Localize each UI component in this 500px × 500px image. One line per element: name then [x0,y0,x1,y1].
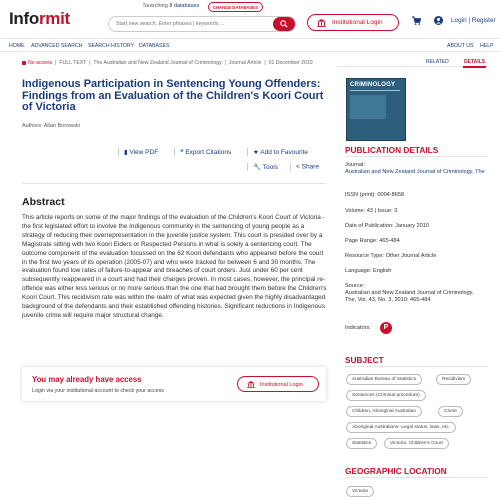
wrench-icon: 🔧 [253,164,262,171]
article-type: Journal Article [228,60,262,66]
detail-issn [345,192,485,199]
quote-icon: ❝ [180,149,184,156]
access-box [22,367,326,401]
issue-value: 3 [394,208,398,214]
nav-home[interactable]: HOME [9,43,25,49]
journal-label: Journal: [345,162,365,168]
view-pdf-button[interactable] [118,148,158,156]
logo-accent: rmit [38,9,70,28]
resource-label: Resource Type: [345,253,385,259]
detail-source [345,283,485,305]
authors-label: Authors: [22,123,43,129]
resource-value: Other Journal Article [385,253,437,259]
subject-chip[interactable]: Victoria. Children's Court [384,438,449,449]
databases-count: 8 databases [169,3,200,9]
authors-line [22,123,80,129]
issn-value: 0004-8658 [377,192,405,198]
detail-journal [345,162,485,176]
share-label: Share [301,163,319,171]
nav-help[interactable]: HELP [480,43,494,49]
peer-reviewed-badge: P [380,322,392,334]
detail-pages [345,238,485,245]
tools-button[interactable] [247,163,278,171]
page-label: Page Range: [345,238,378,244]
article-meta: No access | FULL TEXT | The Australian and New Zealand Journal of Criminology | Journal Article | 01 December 2010 [22,60,322,67]
lock-icon [22,61,26,65]
top-header [0,0,500,38]
access-status: No access [28,60,53,66]
date-value: January 2010 [395,223,429,229]
searching-info [143,3,199,9]
access-subtitle: Login via your institutional account to check your access [32,388,164,394]
search-icon [280,20,288,28]
add-favourite-label: Add to Favourite [260,149,308,156]
export-citations-label: Export Citations [185,149,232,156]
access-title: You may already have access [32,375,142,384]
add-favourite-button[interactable] [247,148,308,156]
subject-chip[interactable]: Recidivism [436,374,471,385]
searching-label: Searching [143,3,168,9]
volume-label: Volume: [345,208,366,214]
article-date: 01 December 2010 [268,60,313,66]
language-label: Language: [345,268,372,274]
main-nav [0,38,500,52]
author-link[interactable]: Allan Borowski [43,123,80,129]
search-button[interactable] [273,17,295,31]
journal-link[interactable]: The Australian and New Zealand Journal of Criminology [93,60,222,66]
tab-related[interactable]: RELATED [426,59,449,65]
subject-chip[interactable]: Aboriginal Australians--Legal status, laws, etc. [346,422,456,433]
institution-icon [317,19,326,27]
source-label: Source: [345,283,365,289]
article-actions-row [112,148,326,158]
publication-details-heading: PUBLICATION DETAILS [345,145,439,155]
view-pdf-label: View PDF [129,149,159,156]
source-value: Australian and New Zealand Journal of Criminology, The, Vol. 43, No. 3, 2010: 465-484 [345,290,474,304]
article-title: Indigenous Participation in Sentencing Young Offenders: Findings from an Evaluation of the Children's Koori Court of Victoria [22,78,324,113]
separator [174,148,175,156]
search-box [108,16,296,32]
cover-title: CRIMINOLOGY [350,82,396,88]
login-register-link[interactable]: Login | Register [451,17,496,24]
detail-resource [345,253,485,260]
detail-language [345,268,485,275]
journal-cover-image[interactable] [346,78,406,141]
detail-indicators [345,325,485,332]
institution-icon [247,381,255,388]
abstract-text: This article reports on some of the major findings of the evaluation of the Children's Koori Court of Victoria - the first legislated effort to involve the Indigenous community in the sentencing of young people as a strategy of reducing their overrepresentation in the juvenile justice system. This court is presided over by a Magistrate sitting with two Koori Elders or Respected Persons in what is solely a sentencing court. The outcome component of the evaluation focussed on the 62 Koori defendants who appeared before the court in the first two years of its operation (2005-07) and who were tracked for between 6 and 30 months. The evaluation found low rates of failure-to-appear and breaches of court orders. Just under 60 per cent subsequently reappeared in a court and had their charges proven. In most cases, however, the principal re-offence was either less serious or no more serious than the one that had brought them before the Children's Koori Court. This recidivism rate was within the realm of what was expected given the highly disadvantaged background of the defendants and their established offending histories. Significant reductions in Indigenous juvenile crime will require major structural change. [22,214,327,319]
separator [118,148,119,156]
abstract-heading: Abstract [22,196,65,208]
active-tab-indicator [463,66,486,68]
star-icon: ★ [253,149,259,156]
date-label: Date of Publication: [345,223,394,229]
divider [345,366,488,367]
divider [345,477,488,478]
institutional-login-label: Institutional Login [332,19,383,26]
tab-details[interactable]: DETAILS [464,59,486,65]
access-institutional-login-button[interactable] [237,376,319,392]
search-input[interactable] [116,19,271,29]
share-icon: < [296,163,300,171]
fulltext-label: FULL TEXT [59,60,87,66]
divider [22,183,326,184]
nav-advanced-search[interactable]: ADVANCED SEARCH [31,43,83,49]
change-databases-button[interactable]: CHANGE DATABASES [208,2,263,12]
cart-icon[interactable] [412,16,421,25]
informit-logo[interactable] [9,9,70,29]
export-citations-button[interactable] [174,148,231,156]
nav-search-history[interactable]: SEARCH HISTORY [88,43,134,49]
cover-block [350,95,386,119]
article-tools-row [112,163,326,173]
user-icon[interactable] [434,16,443,25]
separator [247,163,248,171]
separator [290,163,291,171]
subject-chip[interactable]: Children, Aboriginal Australian [346,406,422,417]
institutional-login-button[interactable] [307,14,399,31]
journal-value[interactable]: Australian and New Zealand Journal of Criminology, The [345,169,485,176]
indicators-label: Indicators: [345,325,371,331]
nav-databases[interactable]: DATABASES [139,43,170,49]
page-value: 465-484 [379,238,400,244]
geographic-location-heading: GEOGRAPHIC LOCATION [345,466,447,476]
subject-chip[interactable]: Statistics [346,438,377,449]
issue-label: Issue: [377,208,393,214]
nav-about-us[interactable]: ABOUT US [447,43,474,49]
logo-prefix: Info [9,9,39,28]
subject-chip[interactable]: Crime [438,406,463,417]
subject-heading: SUBJECT [345,355,384,365]
detail-volume: Volume: 43 | Issue: 3 [345,208,398,214]
detail-date [345,223,485,230]
tools-label: Tools [262,164,278,171]
cover-rule [350,90,400,91]
pdf-icon: ▮ [124,149,128,156]
language-value: English [373,268,392,274]
share-button[interactable] [290,163,319,171]
subject-chip[interactable]: Australian Bureau of Statistics [346,374,422,385]
volume-value: 43 [366,208,374,214]
geo-chip[interactable]: Victoria [346,486,374,497]
issn-label: ISSN (print): [345,192,376,198]
access-login-label: Institutional Login [260,381,303,388]
separator [247,148,248,156]
divider [345,156,488,157]
subject-chip[interactable]: Sentences (Criminal procedure) [346,390,426,401]
